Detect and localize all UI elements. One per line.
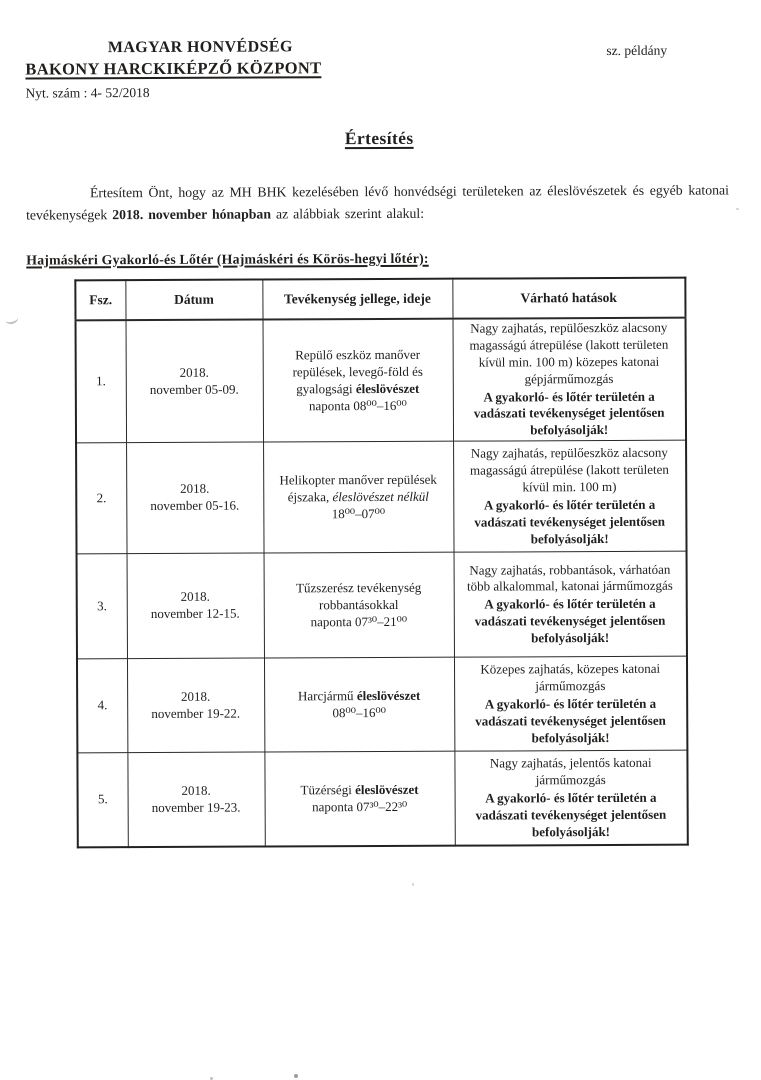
section-heading: Hajmáskéri Gyakorló-és Lőtér (Hajmáskéri és Körös-hegyi lőtér): bbox=[26, 250, 429, 268]
table-header-row bbox=[75, 278, 685, 321]
activity-text: Repülő eszköz manőver repülések, levegő-föld és gyalogsági bbox=[292, 346, 423, 396]
scan-artifact bbox=[412, 883, 414, 886]
activity-time: 18⁰⁰–07⁰⁰ bbox=[331, 505, 386, 521]
table-row-3 bbox=[77, 551, 687, 659]
effects-warning-text: A gyakorló- és lőtér területén a vadászati tevékenységet jelentősen befolyásolják! bbox=[473, 388, 665, 438]
cell-row-number: 2. bbox=[76, 443, 126, 554]
activity-time: naponta 07³⁰–21⁰⁰ bbox=[310, 613, 408, 629]
organization-name-line2: BAKONY HARCKIKÉPZŐ KÖZPONT bbox=[25, 58, 322, 79]
activity-text: Tűzszerész tevékenység robbantásokkal bbox=[296, 579, 422, 613]
schedule-table bbox=[74, 277, 688, 849]
activity-time: 08⁰⁰–16⁰⁰ bbox=[332, 704, 386, 720]
activity-bold-text: éleslövészet bbox=[355, 781, 419, 797]
activity-bold-text: éleslövészet bbox=[355, 380, 420, 396]
cell-date bbox=[127, 553, 264, 659]
cell-row-number: 4. bbox=[77, 659, 127, 753]
date-year: 2018. bbox=[180, 688, 211, 704]
effects-warning-text: A gyakorló- és lőtér területén a vadászati tevékenységet jelentősen befolyásolják! bbox=[475, 695, 666, 745]
activity-text: Harcjármű bbox=[297, 687, 357, 704]
date-range: november 05-09. bbox=[149, 381, 239, 397]
cell-activity bbox=[263, 319, 454, 443]
effects-warning-text: A gyakorló- és lőtér területén a vadászati tevékenységet jelentősen befolyásolják! bbox=[474, 596, 666, 646]
column-header-effects: Várható hatások bbox=[452, 278, 685, 319]
cell-activity bbox=[264, 751, 454, 846]
column-header-activity: Tevékenység jellege, ideje bbox=[262, 279, 452, 320]
intro-text-before: Értesítem Önt, hogy az MH BHK kezelésében lévő honvédségi területeken az éleslövészetek és egyéb katonai tevékenységek bbox=[26, 182, 729, 223]
activity-text: Helikopter manőver repülések éjszaka, bbox=[279, 471, 437, 505]
intro-paragraph bbox=[26, 179, 729, 226]
document-title: Értesítés bbox=[344, 127, 414, 149]
cell-effects bbox=[454, 750, 687, 846]
effects-text: Közepes zajhatás, közepes katonai járműmozgás bbox=[480, 660, 661, 694]
cell-row-number: 1. bbox=[76, 320, 127, 443]
cell-activity bbox=[264, 552, 454, 658]
date-range: november 12-15. bbox=[150, 605, 240, 622]
intro-text-after: az alábbiak szerint alakul: bbox=[270, 205, 425, 222]
table-row-2 bbox=[76, 440, 686, 554]
cell-activity bbox=[264, 657, 454, 752]
table-row-5 bbox=[77, 750, 687, 847]
scan-artifact bbox=[294, 1074, 298, 1078]
cell-date bbox=[126, 442, 263, 554]
copy-number-label: sz. példány bbox=[606, 42, 668, 59]
effects-text: Nagy zajhatás, repülőeszköz alacsony magasságú átrepülése (lakott területen kívül min. 100 m) bbox=[469, 444, 669, 495]
scan-artifact bbox=[736, 208, 739, 210]
activity-time: naponta 07³⁰–22³⁰ bbox=[312, 798, 408, 815]
activity-bold-text: éleslövészet bbox=[356, 687, 421, 703]
date-range: november 05-16. bbox=[150, 497, 240, 514]
cell-row-number: 5. bbox=[77, 753, 127, 848]
organization-name-line1: MAGYAR HONVÉDSÉG bbox=[107, 38, 293, 57]
cell-row-number: 3. bbox=[77, 554, 127, 659]
table-row-1 bbox=[76, 318, 687, 443]
intro-bold-month: 2018. november hónapban bbox=[112, 206, 272, 222]
date-year: 2018. bbox=[179, 364, 209, 380]
date-year: 2018. bbox=[180, 589, 210, 605]
cell-activity bbox=[263, 441, 453, 553]
date-year: 2018. bbox=[181, 782, 211, 798]
registry-number: Nyt. szám : 4- 52/2018 bbox=[25, 85, 150, 101]
date-year: 2018. bbox=[180, 481, 210, 497]
activity-time: naponta 08⁰⁰–16⁰⁰ bbox=[308, 397, 407, 413]
cell-date bbox=[127, 658, 264, 753]
column-header-datum: Dátum bbox=[125, 280, 262, 321]
effects-warning-text: A gyakorló- és lőtér területén a vadászati tevékenységet jelentősen befolyásolják! bbox=[475, 789, 667, 839]
effects-text: Nagy zajhatás, repülőeszköz alacsony magasságú átrepülése (lakott területen kívül min. 100 m) közepes katonai gépjárműmozgás bbox=[469, 319, 669, 387]
cell-effects bbox=[454, 656, 687, 751]
cell-effects bbox=[453, 318, 687, 442]
effects-warning-text: A gyakorló- és lőtér területén a vadászati tevékenységet jelentősen befolyásolják! bbox=[474, 496, 665, 546]
effects-text: Nagy zajhatás, robbantások, várhatóan több alkalommal, katonai járműmozgás bbox=[467, 561, 673, 595]
cell-date bbox=[127, 752, 264, 847]
activity-text: Tüzérségi bbox=[300, 781, 356, 798]
cell-effects bbox=[453, 440, 686, 552]
cell-date bbox=[126, 320, 264, 443]
column-header-fsz: Fsz. bbox=[75, 280, 125, 320]
letterhead bbox=[25, 38, 375, 102]
date-range: november 19-22. bbox=[151, 705, 241, 721]
activity-italic-text: éleslövészet nélkül bbox=[332, 488, 429, 504]
effects-text: Nagy zajhatás, jelentős katonai járműmozgás bbox=[489, 754, 652, 788]
table-row-4 bbox=[77, 656, 687, 753]
cell-effects bbox=[454, 551, 687, 657]
date-range: november 19-23. bbox=[151, 799, 241, 815]
